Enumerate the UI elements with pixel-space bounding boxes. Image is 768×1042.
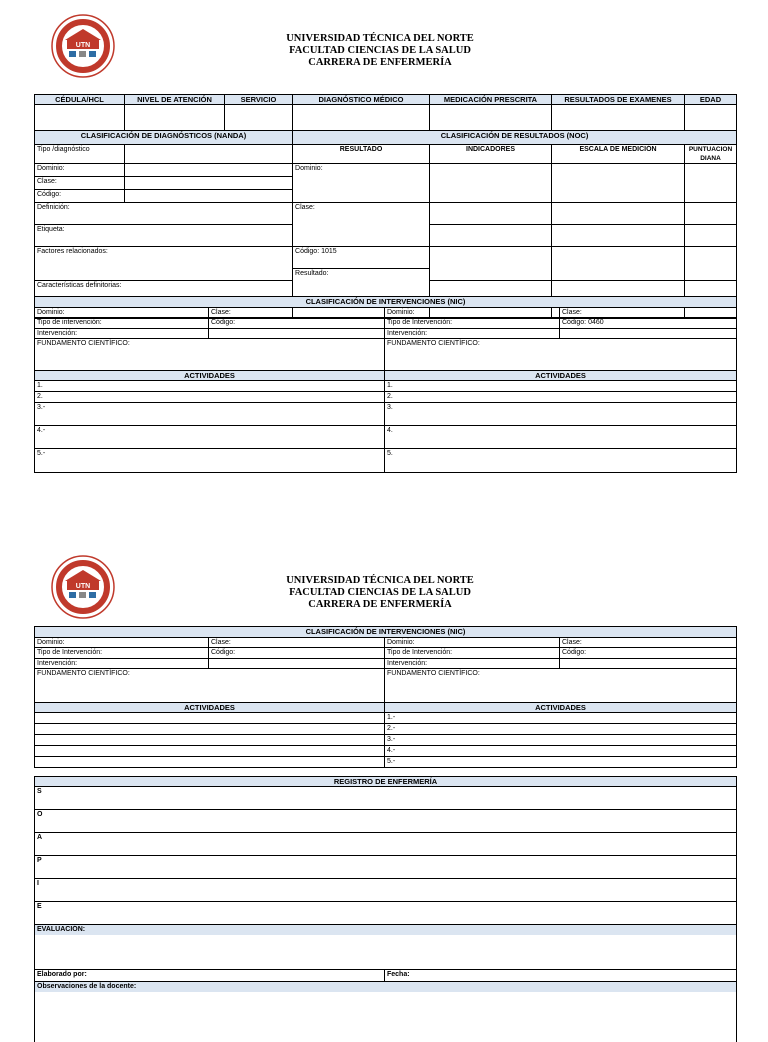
dominio-label: Dominio: [35,164,125,177]
col-servicio: SERVICIO [225,95,293,105]
noc-title: CLASIFICACIÓN DE RESULTADOS (NOC) [293,131,737,145]
noc-indicador-2[interactable] [430,203,552,225]
nic2-codigo-left: Código: [209,648,385,659]
etiqueta-label: Etiqueta: [35,225,293,247]
noc-resultado-header: RESULTADO [293,145,430,164]
edad-field[interactable] [685,105,737,132]
nic2-act-right-3[interactable]: 3.- [385,735,737,746]
header-line2: FACULTAD CIENCIAS DE LA SALUD [289,45,471,56]
nic2-fundamento-left: FUNDAMENTO CIENTÍFICO: [35,669,385,703]
dominio-field[interactable] [125,164,293,177]
noc-escala-4[interactable] [552,247,685,281]
nic-intervencion-right: Intervención: [385,329,560,339]
observaciones-label: Observaciones de la docente: [35,982,736,992]
nic-clase-left: Clase: [209,308,385,318]
header-line3: CARRERA DE ENFERMERÍA [308,57,452,68]
header2-line1: UNIVERSIDAD TÉCNICA DEL NORTE [286,575,474,586]
nic-table [34,296,737,473]
noc-codigo-label: Código: 1015 [293,247,430,269]
noc-clase-label: Clase: [293,203,430,247]
nic-codigo-right: Código: 0460 [560,318,737,329]
nic-dominio-right: Dominio: [385,308,560,318]
nic2-act-left-5[interactable] [35,757,385,768]
tipo-diag-label: Tipo /diagnóstico [35,145,125,164]
noc-puntuacion-2[interactable] [685,203,737,225]
noc-puntuacion-3[interactable] [685,225,737,247]
nic2-tipo-right: Tipo de Intervención: [385,648,560,659]
nic2-dominio-left: Dominio: [35,638,209,648]
noc-puntuacion-1[interactable] [685,164,737,203]
evaluacion-cell[interactable] [35,925,737,970]
svg-text:UTN: UTN [75,583,91,590]
soapie-o[interactable]: O [35,810,737,833]
soapie-p[interactable]: P [35,856,737,879]
nic2-act-left-1[interactable] [35,713,385,724]
soapie-e[interactable]: E [35,902,737,925]
tipo-diag-field[interactable] [125,145,293,164]
header2-line2: FACULTAD CIENCIAS DE LA SALUD [289,587,471,598]
nic2-intervencion-left-field[interactable] [209,659,385,669]
col-nivel: NIVEL DE ATENCIÓN [125,95,225,105]
nic2-act-right-2[interactable]: 2.- [385,724,737,735]
diagnostico-field[interactable] [293,105,430,132]
page1-header [230,33,530,69]
registro-title: REGISTRO DE ENFERMERÍA [35,777,737,787]
page2-header [230,575,530,611]
act-right-1[interactable]: 1. [385,381,737,392]
elaborado-label[interactable]: Elaborado por: [35,970,385,982]
nanda-noc-table [34,130,737,319]
utn-logo-2 [50,554,116,620]
nic-intervencion-left-field[interactable] [209,329,385,339]
fecha-label[interactable]: Fecha: [385,970,737,982]
noc-dominio-label: Dominio: [293,164,430,203]
noc-escala-header: ESCALA DE MEDICIÓN [552,145,685,164]
header2-line3: CARRERA DE ENFERMERÍA [308,599,452,610]
svg-text:UTN: UTN [75,42,91,49]
nic2-act-left-3[interactable] [35,735,385,746]
nic2-clase-left: Clase: [209,638,385,648]
factores-label: Factores relacionados: [35,247,293,281]
nic2-clase-right: Clase: [560,638,737,648]
nic-table-2 [34,626,737,768]
soapie-a[interactable]: A [35,833,737,856]
nic2-fundamento-right: FUNDAMENTO CIENTÍFICO: [385,669,737,703]
act-left-2[interactable]: 2. [35,392,385,403]
col-cedula: CÉDULA/HCL [35,95,125,105]
clase-label: Clase: [35,177,125,190]
nic2-act-left-4[interactable] [35,746,385,757]
nic2-intervencion-right-field[interactable] [560,659,737,669]
servicio-field[interactable] [225,105,293,132]
soapie-i[interactable]: I [35,879,737,902]
fundamento-left: FUNDAMENTO CIENTÍFICO: [35,339,385,371]
nic2-codigo-right: Código: [560,648,737,659]
col-edad: EDAD [685,95,737,105]
act-left-5[interactable]: 5.- [35,449,385,473]
nic2-dominio-right: Dominio: [385,638,560,648]
act-right-5[interactable]: 5. [385,449,737,473]
noc-puntuacion-header: PUNTUACION DIANA [685,145,737,164]
nic-intervencion-right-field[interactable] [560,329,737,339]
col-resultados: RESULTADOS DE EXAMENES [552,95,685,105]
act-left-3[interactable]: 3.- [35,403,385,426]
nic2-actividades-right: ACTIVIDADES [385,703,737,713]
nic2-act-left-2[interactable] [35,724,385,735]
nic-clase-right: Clase: [560,308,737,318]
definicion-label: Definición: [35,203,293,225]
cedula-field[interactable] [35,105,125,132]
nic-intervencion-left: Intervención: [35,329,209,339]
nic2-act-right-4[interactable]: 4.- [385,746,737,757]
nic-tipo-right: Tipo de Intervención: [385,318,560,329]
nic2-intervencion-right: Intervención: [385,659,560,669]
act-right-3[interactable]: 3. [385,403,737,426]
col-diagnostico: DIAGNÓSTICO MÉDICO [293,95,430,105]
clase-field[interactable] [125,177,293,190]
nivel-field[interactable] [125,105,225,132]
nic2-title: CLASIFICACIÓN DE INTERVENCIONES (NIC) [35,627,737,638]
medicacion-field[interactable] [430,105,552,132]
codigo-field[interactable] [125,190,293,203]
header-line1: UNIVERSIDAD TÉCNICA DEL NORTE [286,33,474,44]
soapie-s[interactable]: S [35,787,737,810]
nic-dominio-left: Dominio: [35,308,209,318]
actividades-right-title: ACTIVIDADES [385,371,737,381]
act-left-4[interactable]: 4.- [35,426,385,449]
codigo-label: Código: [35,190,125,203]
caracteristicas-label: Características definitorias: [35,281,293,319]
nanda-title: CLASIFICACIÓN DE DIAGNÓSTICOS (NANDA) [35,131,293,145]
nic2-act-right-1[interactable]: 1.- [385,713,737,724]
act-right-2[interactable]: 2. [385,392,737,403]
nic-title: CLASIFICACIÓN DE INTERVENCIONES (NIC) [35,297,737,308]
nic2-tipo-left: Tipo de Intervención: [35,648,209,659]
noc-indicador-3[interactable] [430,225,552,247]
nic2-intervencion-left: Intervención: [35,659,209,669]
fundamento-right: FUNDAMENTO CIENTÍFICO: [385,339,737,371]
noc-puntuacion-4[interactable] [685,247,737,281]
noc-indicador-1[interactable] [430,164,552,203]
patient-table [34,94,737,132]
act-right-4[interactable]: 4. [385,426,737,449]
noc-escala-1[interactable] [552,164,685,203]
registro-table [34,776,737,1042]
nic2-act-right-5[interactable]: 5.- [385,757,737,768]
noc-resultado-label: Resultado: [293,269,430,319]
act-left-1[interactable]: 1. [35,381,385,392]
noc-indicadores-header: INDICADORES [430,145,552,164]
noc-indicador-4[interactable] [430,247,552,281]
resultados-field[interactable] [552,105,685,132]
actividades-left-title: ACTIVIDADES [35,371,385,381]
col-medicacion: MEDICACIÓN PRESCRITA [430,95,552,105]
nic-codigo-left: Código: [209,318,385,329]
evaluacion-label: EVALUACIÓN: [35,925,736,935]
noc-escala-2[interactable] [552,203,685,225]
utn-logo [50,13,116,79]
nic-tipo-left: Tipo de intervención: [35,318,209,329]
noc-escala-3[interactable] [552,225,685,247]
nic2-actividades-left: ACTIVIDADES [35,703,385,713]
observaciones-cell[interactable] [35,982,737,1042]
